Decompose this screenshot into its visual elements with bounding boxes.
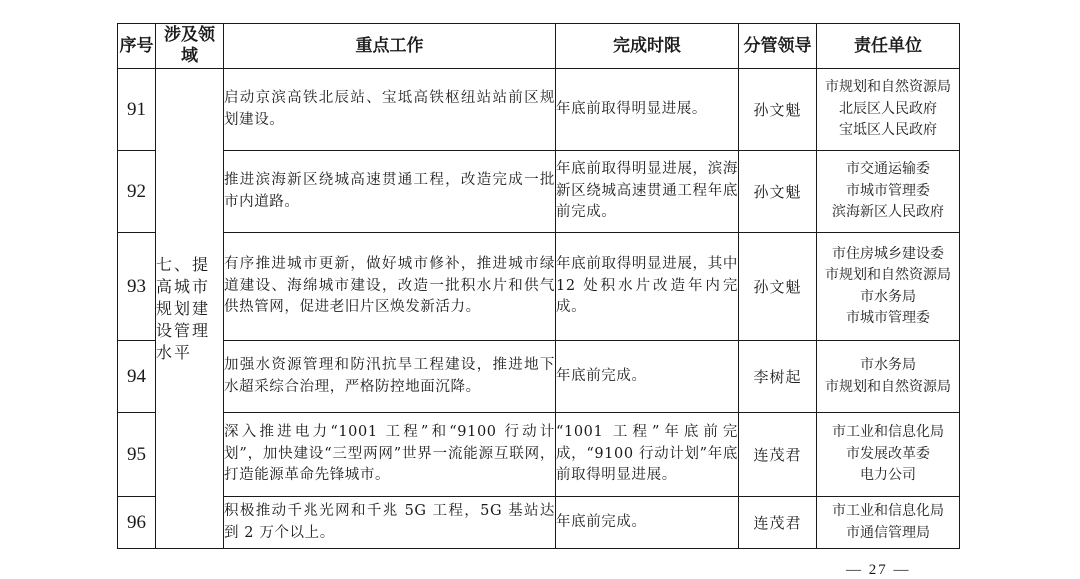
unit-line: 市工业和信息化局	[832, 503, 944, 519]
unit-line: 市城市管理委	[846, 182, 930, 199]
leader-cell: 连茂君	[739, 413, 817, 497]
row-number: 91	[118, 69, 156, 151]
leader-cell: 孙文魁	[739, 151, 817, 233]
unit-line: 市水务局	[860, 288, 916, 305]
table-row	[118, 341, 960, 413]
unit-line: 市规划和自然资源局	[825, 267, 951, 283]
deadline-cell: 年底前取得明显进展。	[556, 69, 739, 151]
work-cell: 启动京滨高铁北辰站、宝坻高铁枢纽站站前区规划建设。	[224, 69, 556, 151]
deadline-cell: 年底前取得明显进展，滨海新区绕城高速贯通工程年底前完成。	[556, 151, 739, 233]
key-tasks-table	[117, 23, 960, 549]
unit-cell	[817, 341, 960, 413]
work-cell: 有序推进城市更新，做好城市修补，推进城市绿道建设、海绵城市建设，改造一批积水片和供气供热管网，促进老旧片区焕发新活力。	[224, 233, 556, 341]
unit-line: 北辰区人民政府	[839, 100, 937, 117]
page-number: — 27 —	[846, 562, 911, 578]
header-row	[118, 24, 960, 69]
table-row	[118, 233, 960, 341]
row-number: 92	[118, 151, 156, 233]
unit-line: 滨海新区人民政府	[832, 204, 944, 221]
leader-cell: 李树起	[739, 341, 817, 413]
unit-line: 市工业和信息化局	[832, 424, 944, 441]
row-number: 96	[118, 497, 156, 549]
leader-cell: 孙文魁	[739, 69, 817, 151]
unit-cell	[817, 69, 960, 151]
domain-cell: 七、提高城市规划建设管理水平	[156, 69, 224, 549]
unit-line: 市规划和自然资源局	[825, 79, 951, 96]
work-cell: 推进滨海新区绕城高速贯通工程，改造完成一批市内道路。	[224, 151, 556, 233]
table-row	[118, 497, 960, 549]
work-cell: 加强水资源管理和防汛抗旱工程建设，推进地下水超采综合治理，严格防控地面沉降。	[224, 341, 556, 413]
unit-cell	[817, 413, 960, 497]
header-leader: 分管领导	[739, 24, 817, 69]
table-row	[118, 151, 960, 233]
unit-line: 市规划和自然资源局	[825, 378, 951, 395]
table-row	[118, 69, 960, 151]
unit-line: 市通信管理局	[846, 524, 930, 541]
header-deadline: 完成时限	[556, 24, 739, 69]
unit-line: 市水务局	[860, 357, 916, 373]
deadline-cell: 年底前完成。	[556, 341, 739, 413]
unit-cell	[817, 151, 960, 233]
header-domain: 涉及领域	[156, 24, 224, 69]
header-no: 序号	[118, 24, 156, 69]
work-cell: 积极推动千兆光网和千兆 5G 工程，5G 基站达到 2 万个以上。	[224, 497, 556, 549]
unit-cell	[817, 497, 960, 549]
unit-line: 市发展改革委	[846, 445, 930, 462]
header-work: 重点工作	[224, 24, 556, 69]
row-number: 94	[118, 341, 156, 413]
row-number: 93	[118, 233, 156, 341]
work-cell: 深入推进电力“1001 工程”和“9100 行动计划”，加快建设“三型两网”世界一流能源互联网，打造能源革命先锋城市。	[224, 413, 556, 497]
unit-cell	[817, 233, 960, 341]
header-unit: 责任单位	[817, 24, 960, 69]
unit-line: 市城市管理委	[846, 310, 930, 326]
unit-line: 宝坻区人民政府	[839, 122, 937, 139]
unit-line: 市交通运输委	[846, 161, 930, 178]
deadline-cell: 年底前完成。	[556, 497, 739, 549]
unit-line: 电力公司	[860, 467, 916, 484]
leader-cell: 孙文魁	[739, 233, 817, 341]
leader-cell: 连茂君	[739, 497, 817, 549]
table-row	[118, 413, 960, 497]
deadline-cell: 年底前取得明显进展，其中 12 处积水片改造年内完成。	[556, 233, 739, 341]
deadline-cell: “1001 工程”年底前完成，“9100 行动计划”年底前取得明显进展。	[556, 413, 739, 497]
unit-line: 市住房城乡建设委	[832, 245, 944, 262]
row-number: 95	[118, 413, 156, 497]
